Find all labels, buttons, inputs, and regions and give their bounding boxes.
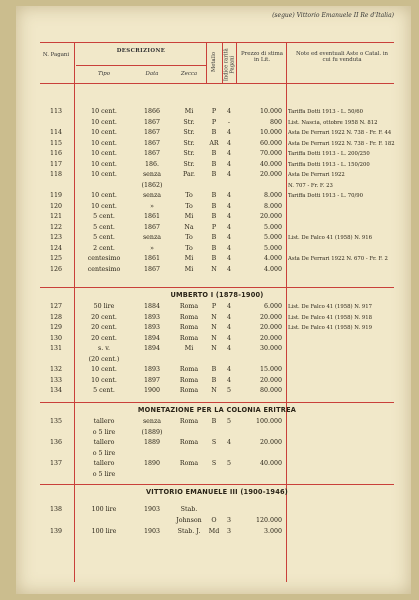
cell-met: B bbox=[211, 160, 217, 168]
cell-prezzo: 40.000 bbox=[259, 460, 282, 467]
table-header bbox=[40, 42, 394, 84]
cell-tipo: 10 cent. bbox=[91, 129, 117, 136]
table-row bbox=[40, 516, 394, 526]
header-note: Note ed eventuali Aste o Catal. in cui fu venduta bbox=[295, 51, 389, 64]
table-row bbox=[40, 149, 394, 159]
cell-prezzo: 80.000 bbox=[259, 387, 282, 394]
cell-n: 115 bbox=[49, 139, 63, 147]
cell-data: 1889 bbox=[143, 439, 161, 446]
cell-ind: 4 bbox=[226, 223, 231, 231]
cell-n: 131 bbox=[49, 345, 63, 352]
cell-n: 116 bbox=[49, 150, 63, 157]
cell-data: 1894 bbox=[143, 334, 161, 342]
cell-zecca: Stab. J. bbox=[177, 528, 201, 535]
cell-tipo: centesimo bbox=[87, 255, 121, 262]
header-n-pagani: N. Pagani bbox=[42, 52, 70, 58]
cell-tipo: 5 cent. bbox=[93, 387, 115, 394]
cell-prezzo: 5.000 bbox=[263, 223, 282, 231]
cell-ind: 4 bbox=[226, 213, 231, 220]
cell-met: O bbox=[211, 517, 217, 524]
cell-data: 1890 bbox=[143, 460, 161, 467]
cell-tipo: 5 cent. bbox=[93, 234, 115, 241]
cell-prezzo: 20.000 bbox=[259, 171, 282, 178]
cell-zecca: Roma bbox=[179, 334, 199, 342]
cell-data: 1867 bbox=[143, 150, 161, 157]
table-row bbox=[40, 191, 394, 201]
cell-note: Asta De Ferrari 1922 N. 670 - Fr. F. 2 bbox=[288, 256, 388, 262]
cell-data: senza bbox=[142, 234, 162, 241]
cell-note: Tariffa Dotti 1913 - L. 200/250 bbox=[288, 151, 370, 157]
cell-data: 1866 bbox=[143, 108, 161, 115]
cell-tipo: 100 lire bbox=[91, 506, 117, 513]
cell-ind: 4 bbox=[226, 255, 231, 262]
cell-ind: 4 bbox=[226, 129, 231, 136]
cell-tipo: 2 cent. bbox=[93, 244, 115, 252]
cell-data: senza bbox=[142, 418, 162, 425]
table-row bbox=[40, 323, 394, 333]
cell-tipo: 50 lire bbox=[93, 303, 115, 310]
cell-zecca: Na bbox=[184, 223, 194, 231]
cell-met: N bbox=[211, 324, 217, 331]
cell-n: 118 bbox=[49, 171, 63, 178]
table-row bbox=[40, 244, 394, 254]
cell-ind: 5 bbox=[226, 387, 231, 394]
cell-tipo: 5 cent. bbox=[93, 213, 115, 220]
cell-tipo: tallero bbox=[93, 418, 115, 425]
cell-met: N bbox=[211, 345, 217, 352]
cell-tipo: o 5 lire bbox=[92, 428, 116, 436]
cell-met: B bbox=[211, 366, 217, 373]
cell-zecca: Mi bbox=[184, 265, 194, 273]
cell-zecca: Roma bbox=[179, 387, 199, 394]
cell-tipo: 10 cent. bbox=[91, 192, 117, 199]
table-row bbox=[40, 344, 394, 354]
cell-prezzo: 100.000 bbox=[255, 418, 282, 425]
cell-zecca: To bbox=[185, 192, 193, 199]
cell-n: 135 bbox=[49, 418, 63, 425]
cell-met: B bbox=[211, 376, 217, 384]
cell-ind: 3 bbox=[226, 517, 231, 524]
cell-ind: - bbox=[227, 118, 231, 126]
cell-data: 1867 bbox=[143, 223, 161, 231]
cell-met: Md bbox=[208, 528, 220, 535]
cell-ind: 4 bbox=[226, 334, 231, 342]
table-row bbox=[40, 233, 394, 243]
cell-zecca: Str. bbox=[183, 150, 195, 157]
cell-data: 1894 bbox=[143, 345, 161, 352]
cell-zecca: Mi bbox=[184, 255, 194, 262]
cell-tipo: 10 cent. bbox=[91, 150, 117, 157]
cell-data: 1861 bbox=[143, 213, 161, 220]
cell-n: 128 bbox=[49, 313, 63, 321]
cell-tipo: 10 cent. bbox=[91, 108, 117, 115]
cell-ind: 4 bbox=[226, 366, 231, 373]
cell-prezzo: 20.000 bbox=[259, 313, 282, 321]
cell-ind: 3 bbox=[226, 528, 231, 535]
cell-ind: 4 bbox=[226, 324, 231, 331]
cell-n: 113 bbox=[49, 108, 63, 115]
cell-n: 136 bbox=[49, 439, 63, 446]
cell-data: 1900 bbox=[143, 387, 161, 394]
cell-note: Tariffa Dotti 1913 - L. 50/60 bbox=[288, 109, 363, 115]
table-row bbox=[40, 160, 394, 170]
cell-n: 122 bbox=[49, 223, 63, 231]
cell-prezzo: 30.000 bbox=[259, 345, 282, 352]
cell-data: senza bbox=[142, 192, 162, 199]
section-eritrea: MONETAZIONE PER LA COLONIA ERITREA bbox=[137, 406, 297, 414]
cell-prezzo: 60.000 bbox=[259, 139, 282, 147]
cell-prezzo: 5.000 bbox=[263, 234, 282, 241]
cell-zecca: Str. bbox=[183, 129, 195, 136]
cell-zecca: Stab. bbox=[180, 506, 198, 513]
running-head: (segue) Vittorio Emanuele II Re d'Italia) bbox=[272, 12, 394, 19]
cell-zecca: Str. bbox=[183, 139, 195, 147]
cell-prezzo: 5.000 bbox=[263, 244, 282, 252]
cell-ind: 4 bbox=[226, 171, 231, 178]
cell-n: 125 bbox=[49, 255, 63, 262]
table-row bbox=[40, 428, 394, 438]
cell-met: S bbox=[211, 460, 217, 467]
cell-met: P bbox=[211, 223, 217, 231]
table-row bbox=[40, 334, 394, 344]
table-row bbox=[40, 365, 394, 375]
cell-tipo: 10 cent. bbox=[91, 376, 117, 384]
cell-data: (1862) bbox=[141, 181, 163, 189]
cell-tipo: tallero bbox=[93, 439, 115, 446]
cell-note: Asta De Ferrari 1922 N. 738 - Fr. F. 44 bbox=[288, 130, 392, 136]
cell-zecca: Roma bbox=[179, 366, 199, 373]
cell-data: » bbox=[150, 244, 154, 252]
table-row bbox=[40, 254, 394, 264]
cell-data: 1903 bbox=[143, 528, 161, 535]
cell-met: P bbox=[211, 108, 217, 115]
cell-data: 1903 bbox=[143, 506, 161, 513]
cell-zecca: Roma bbox=[179, 418, 199, 425]
cell-note: List. De Falco 41 (1958) N. 919 bbox=[288, 325, 372, 331]
cell-data: 1893 bbox=[143, 313, 161, 321]
cell-data: 1867 bbox=[143, 265, 161, 273]
cell-data: 1893 bbox=[143, 324, 161, 331]
cell-note: List. De Falco 41 (1958) N. 916 bbox=[288, 235, 372, 241]
cell-prezzo: 20.000 bbox=[259, 213, 282, 220]
table-row bbox=[40, 505, 394, 515]
cell-data: 1867 bbox=[143, 129, 161, 136]
cell-tipo: 10 cent. bbox=[91, 171, 117, 178]
cell-note: Tariffa Dotti 1913 - L. 150/200 bbox=[288, 161, 370, 168]
cell-data: 1861 bbox=[143, 255, 161, 262]
header-metallo: Metallo bbox=[211, 52, 217, 73]
cell-tipo: (20 cent.) bbox=[88, 355, 120, 363]
cell-ind: 4 bbox=[226, 439, 231, 446]
cell-prezzo: 8.000 bbox=[263, 202, 282, 210]
cell-ind: 4 bbox=[226, 160, 231, 168]
table-row bbox=[40, 527, 394, 537]
cell-zecca: Str. bbox=[183, 160, 195, 168]
cell-zecca: Roma bbox=[179, 324, 199, 331]
cell-ind: 4 bbox=[226, 150, 231, 157]
cell-n: 126 bbox=[49, 265, 63, 273]
cell-data: » bbox=[150, 202, 154, 210]
table-row bbox=[40, 376, 394, 386]
cell-note: Asta De Ferrari 1922 bbox=[288, 172, 345, 178]
cell-zecca: Mi bbox=[184, 213, 194, 220]
cell-met: B bbox=[211, 202, 217, 210]
cell-met: B bbox=[211, 171, 217, 178]
cell-ind: 4 bbox=[226, 139, 231, 147]
cell-note: Asta De Ferrari 1922 N. 738 - Fr. F. 182 bbox=[288, 140, 395, 147]
cell-zecca: Mi bbox=[184, 108, 194, 115]
cell-met: B bbox=[211, 129, 217, 136]
cell-prezzo: 10.000 bbox=[259, 129, 282, 136]
cell-met: B bbox=[211, 234, 217, 241]
cell-zecca: Roma bbox=[179, 460, 199, 467]
cell-n: 121 bbox=[49, 213, 63, 220]
cell-data: senza bbox=[142, 171, 162, 178]
cell-prezzo: 4.000 bbox=[263, 265, 282, 273]
table-row bbox=[40, 417, 394, 427]
cell-tipo: 10 cent. bbox=[91, 139, 117, 147]
cell-prezzo: 8.000 bbox=[263, 192, 282, 199]
table-row bbox=[40, 438, 394, 448]
cell-met: N bbox=[211, 334, 217, 342]
cell-tipo: 10 cent. bbox=[91, 366, 117, 373]
cell-n: 138 bbox=[49, 506, 63, 513]
cell-met: B bbox=[211, 255, 217, 262]
cell-n: 114 bbox=[49, 129, 63, 136]
cell-data: 1884 bbox=[143, 303, 161, 310]
cell-tipo: tallero bbox=[93, 460, 115, 467]
header-zecca: Zecca bbox=[180, 71, 198, 77]
cell-n: 127 bbox=[49, 303, 63, 310]
cell-tipo: s. v. bbox=[97, 345, 111, 352]
cell-ind: 4 bbox=[226, 192, 231, 199]
cell-tipo: 20 cent. bbox=[91, 334, 117, 342]
cell-met: S bbox=[211, 439, 217, 446]
cell-prezzo: 20.000 bbox=[259, 334, 282, 342]
cell-data: 1893 bbox=[143, 366, 161, 373]
cell-met: P bbox=[211, 303, 217, 310]
cell-prezzo: 20.000 bbox=[259, 376, 282, 384]
cell-zecca: Johnson bbox=[176, 517, 202, 524]
table-row bbox=[40, 223, 394, 233]
cell-n: 132 bbox=[49, 366, 63, 373]
cell-n: 117 bbox=[49, 160, 63, 168]
cell-ind: 4 bbox=[226, 244, 231, 252]
section-umberto: UMBERTO I (1878-1900) bbox=[170, 291, 264, 299]
cell-tipo: o 5 lire bbox=[92, 470, 116, 478]
cell-zecca: Roma bbox=[179, 439, 199, 446]
cell-ind: 4 bbox=[226, 265, 231, 273]
cell-met: N bbox=[211, 313, 217, 321]
cell-tipo: 20 cent. bbox=[91, 324, 117, 331]
cell-met: B bbox=[211, 213, 217, 220]
table-row bbox=[40, 107, 394, 117]
cell-tipo: 20 cent. bbox=[91, 313, 117, 321]
cell-tipo: centesimo bbox=[87, 265, 121, 273]
cell-n: 120 bbox=[49, 202, 63, 210]
cell-prezzo: 70.000 bbox=[259, 150, 282, 157]
cell-zecca: To bbox=[185, 234, 193, 241]
cell-n: 130 bbox=[49, 334, 63, 342]
cell-prezzo: 20.000 bbox=[259, 439, 282, 446]
cell-note: N. 707 - Fr. F. 23 bbox=[288, 182, 333, 189]
table-row bbox=[40, 302, 394, 312]
cell-tipo: 10 cent. bbox=[91, 160, 117, 168]
cell-met: B bbox=[211, 244, 217, 252]
cell-ind: 4 bbox=[226, 376, 231, 384]
table-row bbox=[40, 181, 394, 191]
cell-zecca: To bbox=[185, 202, 193, 210]
table-row bbox=[40, 313, 394, 323]
section-ve3: VITTORIO EMANUELE III (1900-1946) bbox=[145, 488, 288, 496]
cell-note: List. Nascia, ottobre 1958 N. 812 bbox=[288, 119, 378, 126]
cell-ind: 4 bbox=[226, 313, 231, 321]
table-row bbox=[40, 459, 394, 469]
cell-met: AR bbox=[209, 139, 219, 147]
cell-met: B bbox=[211, 150, 217, 157]
table-row bbox=[40, 386, 394, 396]
table-row bbox=[40, 355, 394, 365]
table-row bbox=[40, 202, 394, 212]
cell-tipo: 10 cent. bbox=[91, 202, 117, 210]
table-row bbox=[40, 470, 394, 480]
header-descrizione: DESCRIZIONE bbox=[116, 48, 166, 54]
cell-tipo: 100 lire bbox=[91, 528, 117, 535]
cell-n: 119 bbox=[49, 192, 63, 199]
cell-prezzo: 800 bbox=[269, 118, 282, 126]
cell-ind: 4 bbox=[226, 345, 231, 352]
cell-data: (1889) bbox=[141, 428, 163, 436]
cell-n: 137 bbox=[49, 460, 63, 467]
cell-prezzo: 120.000 bbox=[255, 517, 282, 524]
table-row bbox=[40, 128, 394, 138]
cell-note: List. De Falco 41 (1958) N. 918 bbox=[288, 314, 372, 321]
table-row bbox=[40, 118, 394, 128]
header-data: Data bbox=[145, 71, 159, 77]
cell-data: 186. bbox=[144, 160, 160, 168]
cell-ind: 5 bbox=[226, 418, 231, 425]
cell-ind: 5 bbox=[226, 460, 231, 467]
cell-n: 139 bbox=[49, 528, 63, 535]
cell-prezzo: 3.000 bbox=[263, 528, 282, 535]
cell-n: 129 bbox=[49, 324, 63, 331]
cell-n: 124 bbox=[49, 244, 63, 252]
cell-met: P bbox=[211, 118, 217, 126]
cell-tipo: 10 cent. bbox=[91, 118, 117, 126]
cell-zecca: Roma bbox=[179, 313, 199, 321]
cell-prezzo: 15.000 bbox=[259, 366, 282, 373]
cell-data: 1897 bbox=[143, 376, 161, 384]
cell-met: B bbox=[211, 418, 217, 425]
cell-ind: 4 bbox=[226, 234, 231, 241]
table-row bbox=[40, 212, 394, 222]
cell-note: Tariffa Dotti 1913 - L. 70/90 bbox=[288, 193, 363, 199]
cell-prezzo: 20.000 bbox=[259, 324, 282, 331]
cell-zecca: Roma bbox=[179, 376, 199, 384]
cell-ind: 4 bbox=[226, 303, 231, 310]
cell-tipo: 5 cent. bbox=[93, 223, 115, 231]
cell-n: 123 bbox=[49, 234, 63, 241]
document-page bbox=[16, 6, 411, 594]
cell-zecca: To bbox=[185, 244, 193, 252]
header-tipo: Tipo bbox=[97, 71, 111, 77]
header-prezzo: Prezzo di stima in Lit. bbox=[241, 51, 283, 64]
cell-tipo: o 5 lire bbox=[92, 449, 116, 457]
cell-met: B bbox=[211, 192, 217, 199]
cell-zecca: Roma bbox=[179, 303, 199, 310]
cell-ind: 4 bbox=[226, 108, 231, 115]
table-row bbox=[40, 265, 394, 275]
cell-prezzo: 40.000 bbox=[259, 160, 282, 168]
header-indice-rarita: Indice rarità Pagani bbox=[223, 48, 235, 82]
cell-ind: 4 bbox=[226, 202, 231, 210]
table-row bbox=[40, 139, 394, 149]
table-row bbox=[40, 449, 394, 459]
cell-prezzo: 10.000 bbox=[259, 108, 282, 115]
cell-note: List. De Falco 41 (1958) N. 917 bbox=[288, 304, 372, 310]
cell-met: N bbox=[211, 387, 217, 394]
cell-prezzo: 6.000 bbox=[263, 303, 282, 310]
cell-met: N bbox=[211, 265, 217, 273]
cell-prezzo: 4.000 bbox=[263, 255, 282, 262]
cell-n: 134 bbox=[49, 387, 63, 394]
cell-data: 1867 bbox=[143, 118, 161, 126]
cell-zecca: Str. bbox=[183, 118, 195, 126]
cell-data: 1867 bbox=[143, 139, 161, 147]
cell-zecca: Par. bbox=[182, 171, 196, 178]
table-row bbox=[40, 170, 394, 180]
cell-n: 133 bbox=[49, 376, 63, 384]
cell-zecca: Mi bbox=[184, 345, 194, 352]
